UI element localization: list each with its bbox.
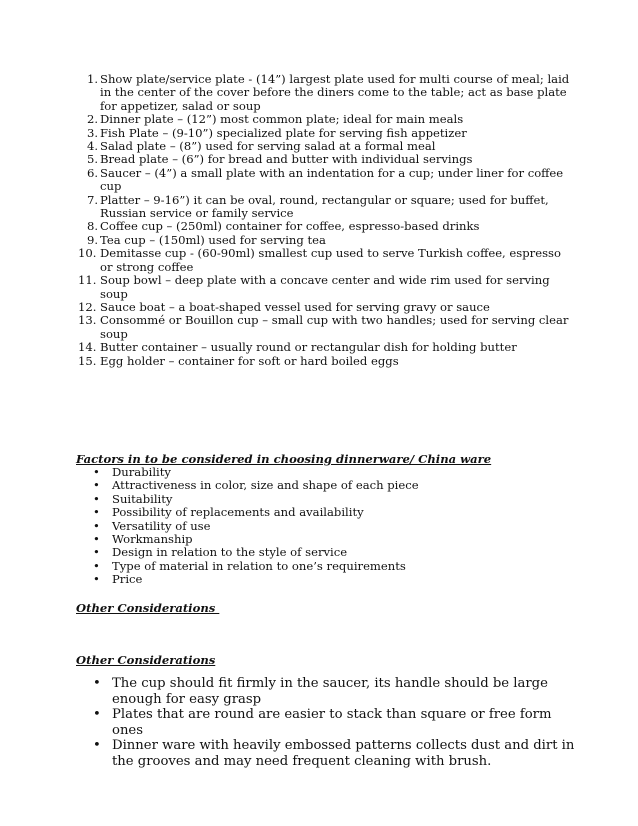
list-item [76,560,576,573]
list-text: Price [112,572,143,587]
list-text: Dinner plate – (12”) most common plate; ideal for main meals [100,112,464,127]
other-considerations-heading: Other Considerations [76,601,220,615]
list-text: Suitability [112,491,173,506]
list-item [76,274,576,301]
bullet-icon: • [93,491,100,506]
list-item [76,676,576,707]
list-text: Plates that are round are easier to stack than square or free form ones [112,707,552,738]
list-number: 4. [86,139,98,154]
list-item [76,140,576,153]
list-number: 14. [78,340,97,355]
list-item [76,314,576,341]
list-number: 12. [78,299,97,314]
list-item [76,738,576,769]
list-text: Dinner ware with heavily embossed patterns collects dust and dirt in the grooves and may need frequent cleaning with brush. [112,738,575,769]
list-number: 10. [78,246,97,261]
list-item [76,301,576,314]
list-text: Show plate/service plate - (14”) largest plate used for multi course of meal; laid in the center of the cover before the diners come to the table; act as base plate for appetizer, salad or soup [100,72,570,113]
list-text: Egg holder – container for soft or hard boiled eggs [100,353,399,368]
list-item [76,506,576,519]
other-considerations-heading: Other Considerations [76,653,216,667]
list-number: 11. [78,273,97,288]
bullet-icon: • [93,505,100,520]
list-number: 8. [86,219,98,234]
list-item [76,247,576,274]
bullet-icon: • [93,738,101,754]
bullet-icon: • [93,518,100,533]
list-number: 1. [86,72,98,86]
list-item [76,466,576,479]
list-number: 13. [78,313,97,328]
list-text: Design in relation to the style of service [112,545,348,560]
factors-list [76,466,576,587]
list-item [76,127,576,140]
list-text: Demitasse cup - (60-90ml) smallest cup used to serve Turkish coffee, espresso or strong coffee [100,246,561,274]
bullet-icon: • [93,572,100,587]
bullet-icon: • [93,532,100,547]
list-text: Durability [112,465,171,479]
list-item [76,73,576,113]
list-item [76,479,576,492]
list-text: Butter container – usually round or rectangular dish for holding butter [100,340,517,355]
list-text: Consommé or Bouillon cup – small cup with two handles; used for serving clear soup [100,313,569,341]
list-item [76,520,576,533]
list-text: Workmanship [112,532,193,547]
list-item [76,153,576,166]
list-number: 15. [78,353,97,368]
list-text: Tea cup – (150ml) used for serving tea [100,232,326,247]
list-text: The cup should fit firmly in the saucer, its handle should be large enough for easy grasp [112,676,548,707]
list-number: 9. [86,232,98,247]
list-text: Platter – 9-16”) it can be oval, round, rectangular or square; used for buffet, Russian service or family service [100,192,549,221]
list-item [76,573,576,586]
list-number: 7. [86,192,98,207]
bullet-icon: • [93,676,101,691]
list-text: Soup bowl – deep plate with a concave center and wide rim used for serving soup [100,273,550,301]
bullet-icon: • [93,707,101,723]
list-item [76,234,576,247]
list-text: Possibility of replacements and availability [112,505,364,520]
list-text: Attractiveness in color, size and shape of each piece [112,478,419,493]
list-item [76,113,576,126]
bullet-icon: • [93,465,100,479]
list-text: Sauce boat – a boat-shaped vessel used for serving gravy or sauce [100,299,490,314]
list-number: 3. [86,125,98,140]
list-text: Type of material in relation to one’s requirements [112,558,406,573]
list-item [76,533,576,546]
list-item [76,341,576,354]
bullet-icon: • [93,545,100,560]
list-number: 6. [86,165,98,180]
list-text: Fish Plate – (9-10”) specialized plate for serving fish appetizer [100,125,467,140]
dinnerware-list [76,73,576,368]
list-text: Versatility of use [112,518,211,533]
list-number: 2. [86,112,98,127]
list-item [76,707,576,738]
bullet-icon: • [93,478,100,493]
factors-heading: Factors in to be considered in choosing dinnerware/ China ware [76,452,492,466]
list-item [76,546,576,559]
other-considerations-list [76,676,576,770]
list-item [76,220,576,233]
list-item [76,194,576,221]
list-text: Saucer – (4”) a small plate with an indentation for a cup; under liner for coffee cup [100,165,564,194]
list-item [76,167,576,194]
list-item [76,355,576,368]
list-text: Salad plate – (8”) used for serving salad at a formal meal [100,139,436,154]
list-text: Coffee cup – (250ml) container for coffee, espresso-based drinks [100,219,480,234]
list-number: 5. [86,152,98,167]
list-text: Bread plate – (6”) for bread and butter with individual servings [100,152,473,167]
bullet-icon: • [93,558,100,573]
list-item [76,493,576,506]
